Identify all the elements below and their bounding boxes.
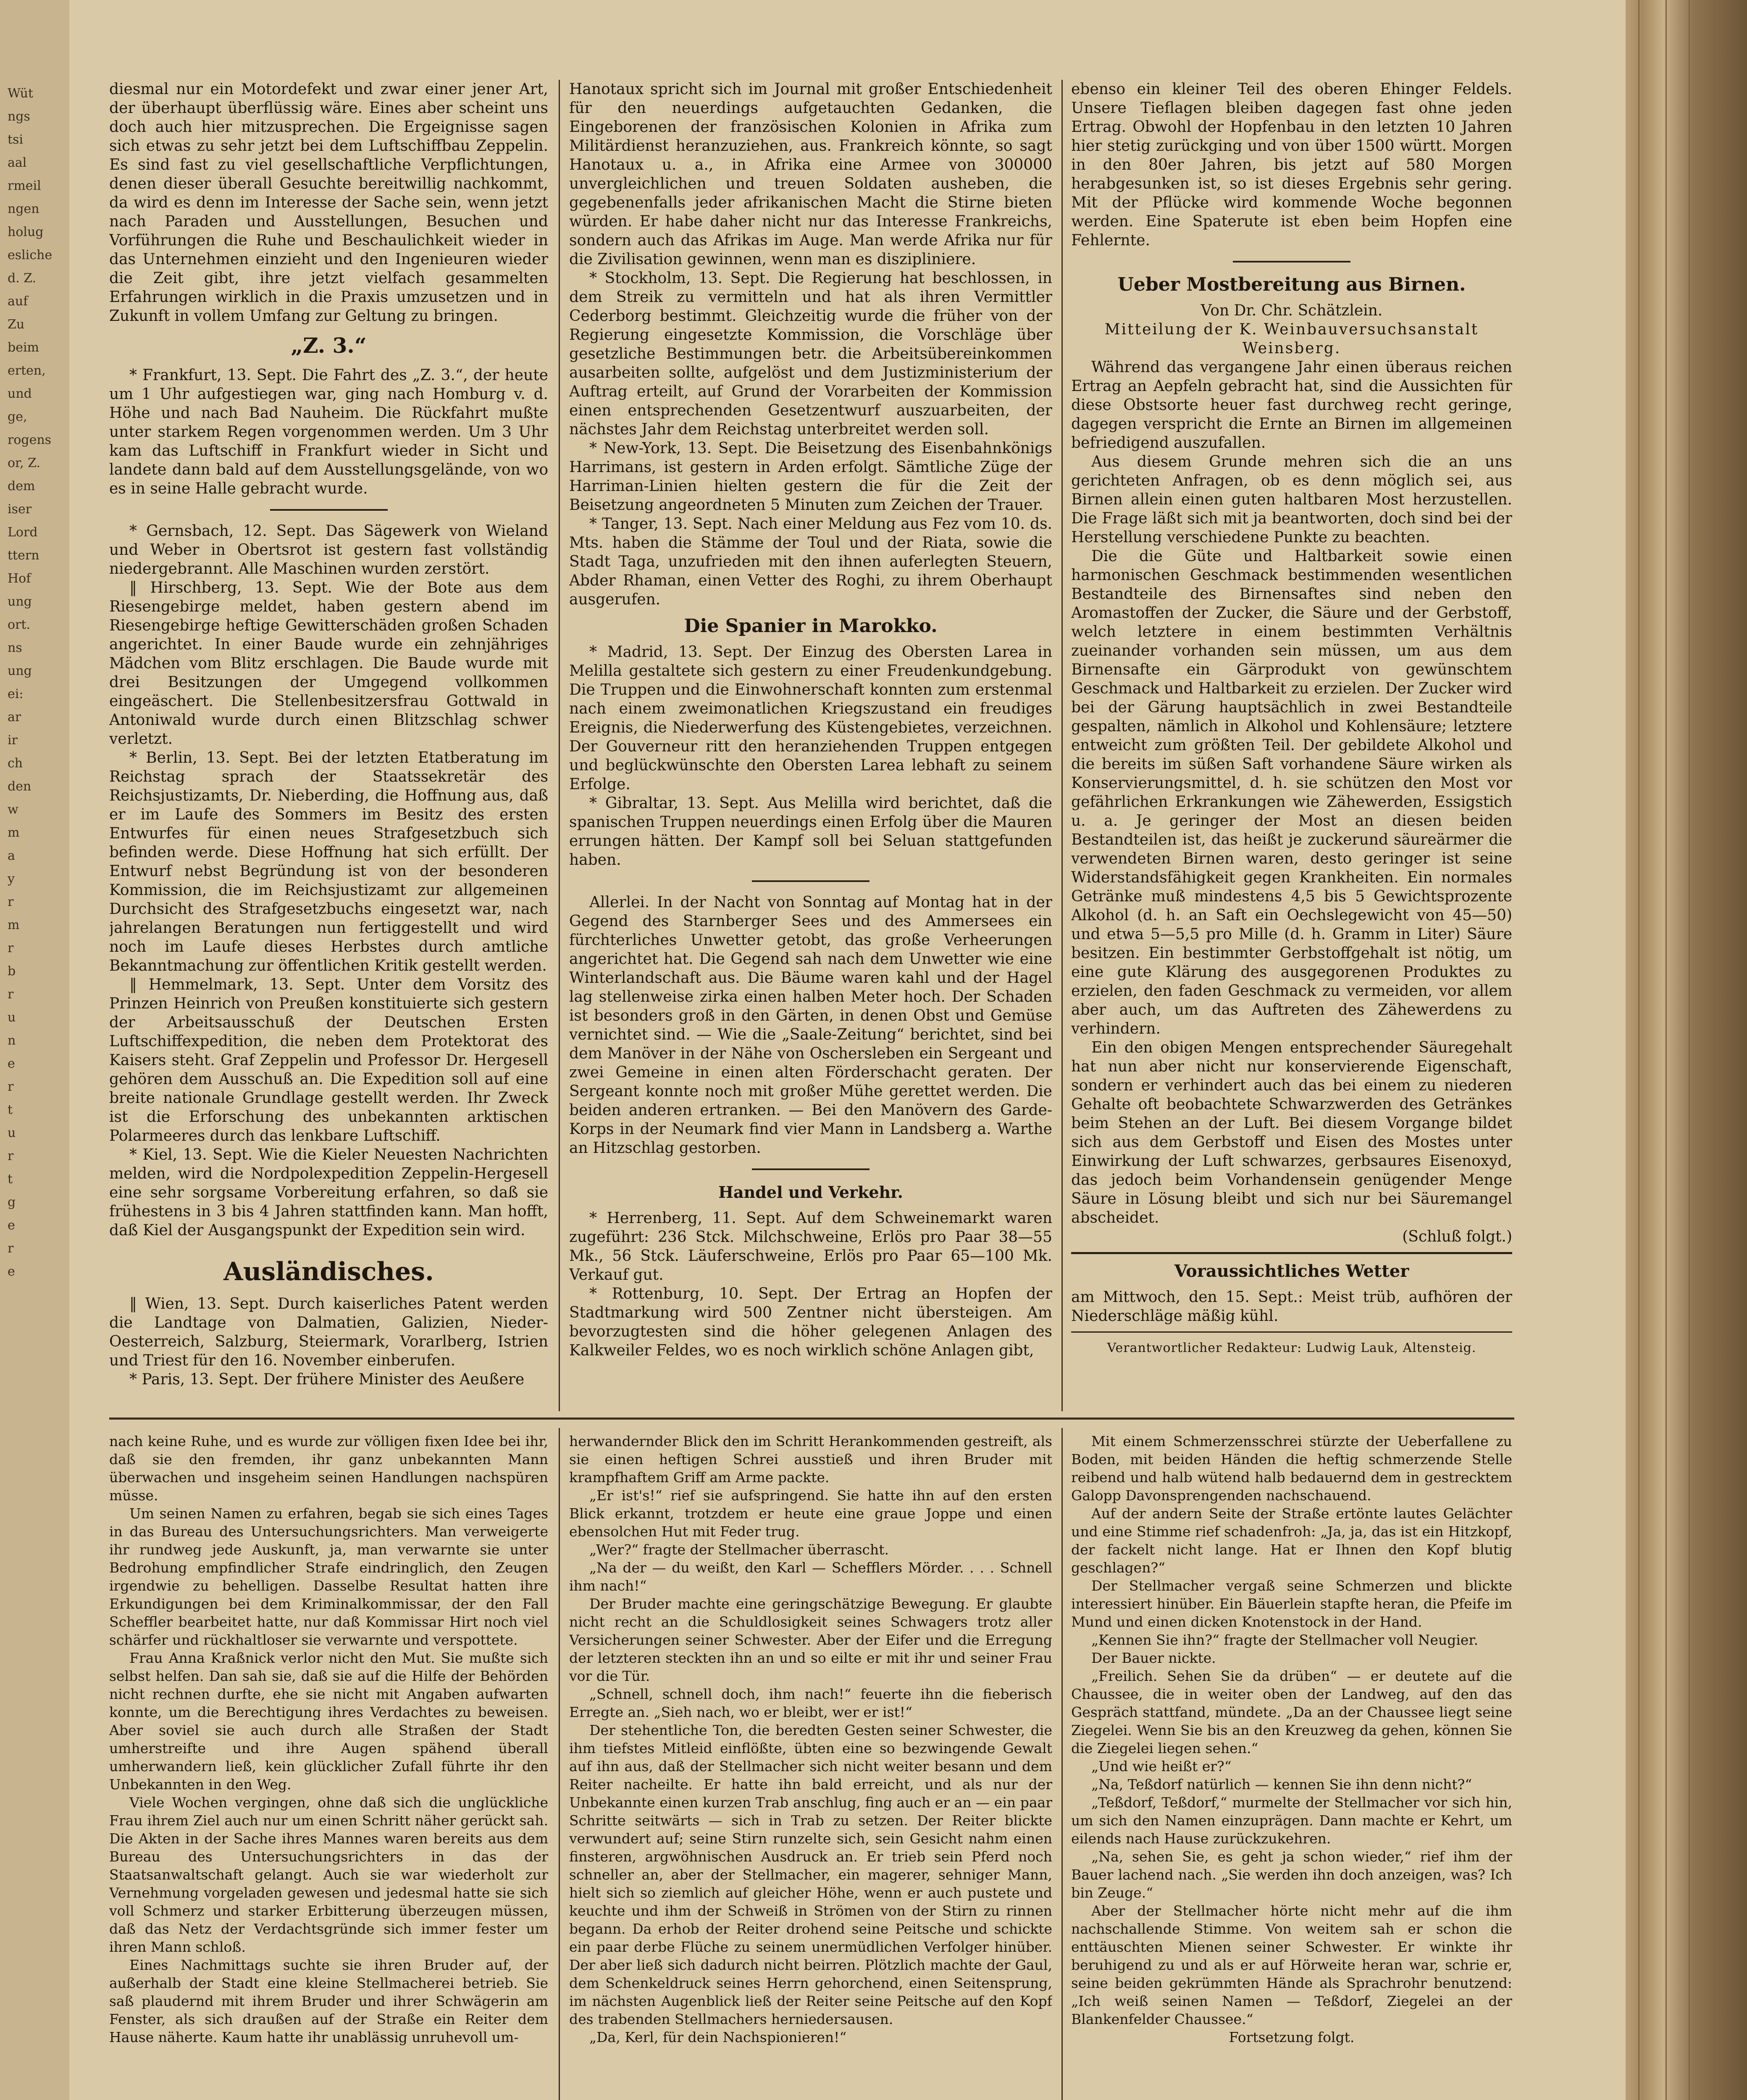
news-rottenburg: * Rottenburg, 10. Sept. Der Ertrag an Hopfen der Stadtmarkung wird 500 Zentner nicht übersteigen. Am bevorzugtesten sind die höher gelegenen Anlagen des Kalkweiler Feldes, wo es noch wirklich schöne Anlagen gibt, <box>569 1285 1052 1359</box>
most-p3: Die die Güte und Haltbarkeit sowie einen harmonischen Geschmack bestimmenden wesentlichen Bestandteile des Birnensaftes sind neben den Aromastoffen der Zucker, die Säure und der Gerbstoff, welch letztere in einem bestimmten Verhältnis zueinander vorhanden sein müssen, um aus dem Birnensafte ein Gärprodukt von gewünschtem Geschmack und Haltbarkeit zu erzielen. Der Zucker wird bei der Gärung hauptsächlich in zwei Bestandteile gespalten, nämlich in Alkohol und Kohlensäure; letztere entweicht zum größten Teil. Der gebildete Alkohol und die bereits im süßen Saft vorhandene Säure wirken als Konservierungsmittel, d. h. sie schützen den Most vor gefährlichen Erkrankungen wie Zähewerden, Essigstich u. a. Je geringer der Most an diesen beiden Bestandteilen ist, das heißt je zuckerund säureärmer die verwendeten Birnen waren, desto geringer ist seine Widerstandsfähigkeit gegen Krankheiten. Ein normales Getränke muß mindestens 4,5 bis 5 Gewichtsprozente Alkohol (d. h. an Saft ein Oechslegewicht von 45—50) und etwa 5—5,5 pro Mille (d. h. Gramm in Liter) Säure besitzen. Ein bestimmter Gerbstoffgehalt ist nötig, um eine gute Klärung des ausgegorenen Produktes zu erzielen, den faden Geschmack zu vermeiden, vor allem aber auch, um das Auftreten des Zähewerdens zu verhindern. <box>1071 548 1512 1037</box>
fragment-word: d. Z. <box>8 271 37 286</box>
separator <box>752 880 870 882</box>
fragment-word: b <box>8 964 16 979</box>
fragment-word: erten, <box>8 363 46 378</box>
top-column-2 <box>569 80 1052 1411</box>
most-p4: Ein den obigen Mengen entsprechender Säuregehalt hat nun aber nicht nur konservierende Eigenschaft, sondern er verhindert auch das bei einem zu niederen Gehalte oft beobachtete Schwarzwerden des Getränkes beim Stehen an der Luft. Bei diesem Vorgange bildet sich aus dem Gerbstoff und Eisen des Mostes unter Einwirkung der Luft schwarzes, gerbsaures Eisenoxyd, das jedoch beim Vorhandensein genügender Menge Säure in Lösung bleibt und sich nur bei Säuremangel abscheidet. <box>1071 1039 1512 1226</box>
news-tanger: * Tanger, 13. Sept. Nach einer Meldung aus Fez vom 10. ds. Mts. haben die Stämme der Toul und der Riata, sowie die Stadt Taga, unzufrieden mit den ihnen auferlegten Steuern, Abder Rhaman, einen Vetter des Roghi, zu ihrem Oberhaupt ausgerufen. <box>569 515 1052 608</box>
fragment-word: a <box>8 848 15 863</box>
subtitle-line: Mitteilung der K. Weinbauversuchsanstalt Weinsberg. <box>1104 321 1479 357</box>
fragment-word: tsi <box>8 132 24 147</box>
news-berlin: * Berlin, 13. Sept. Bei der letzten Etatberatung im Reichstag sprach der Staatssekretär des Reichsjustizamts, Dr. Nieberding, die Hoffnung aus, daß er im Laufe des Sommers im Besitz des ersten Entwurfes für einen neues Strafgesetzbuch sich befinden werde. Diese Hoffnung hat sich erfüllt. Der Entwurf nebst Begründung ist von der besonderen Kommission, die im Reichsjustizamt zur allgemeinen Durchsicht des Strafgesetzbuchs eingesetzt war, nach jahrelangen Beratungen nun fertiggestellt und wird noch im Laufe dieses Herbstes durch amtliche Bekanntmachung zur öffentlichen Kritik gestellt werden. <box>109 749 548 974</box>
bottom-column-1 <box>109 1432 548 2100</box>
fragment-word: ge, <box>8 410 27 424</box>
novel-c2-p2: „Er ist's!“ rief sie aufspringend. Sie hatte ihn auf den ersten Blick erkannt, trotzdem er heute eine graue Joppe und einen ebensolchen Hut mit Feder trug. <box>569 1487 1052 1540</box>
bottom-column-3 <box>1071 1432 1512 2100</box>
fragment-word: rmeil <box>8 178 41 193</box>
novel-c1-p5: Eines Nachmittags suchte sie ihren Bruder auf, der außerhalb der Stadt eine kleine Stellmacherei betrieb. Sie saß plaudernd mit ihrem Bruder und ihrer Schwägerin am Fenster, als sich draußen auf der Straße ein Reiter dem Hause näherte. Kaum hatte ihr unablässig unruhevoll um- <box>109 1957 548 2045</box>
fragment-word: r <box>8 941 14 956</box>
news-gibraltar: * Gibraltar, 13. Sept. Aus Melilla wird berichtet, daß die spanischen Truppen neuerdings einen Erfolg über die Mauren errungen hätten. Der Kampf soll bei Seluan stattgefunden haben. <box>569 795 1052 869</box>
fragment-word: ar <box>8 710 21 724</box>
fragment-word: Wüt <box>8 86 33 101</box>
fragment-word: ei: <box>8 687 24 701</box>
fragment-word: m <box>8 918 20 932</box>
column-rule <box>1061 80 1063 1411</box>
fragment-word: ung <box>8 594 32 609</box>
bottom-column-2 <box>569 1432 1052 2100</box>
novel-c3-p11: Aber der Stellmacher hörte nicht mehr auf die ihm nachschallende Stimme. Von weitem sah er schon die enttäuschten Mienen seiner Schwester. Er winkte ihr beruhigend zu und als er auf Hörweite heran war, schrie er, seine beiden gekrümmten Hände als Sprachrohr benutzend: „Ich weiß seinen Namen — Teßdorf, Ziegelei an der Blankenfelder Chaussee.“ <box>1071 1903 1512 2027</box>
fragment-word: ung <box>8 664 32 678</box>
most-p1: Während das vergangene Jahr einen überaus reichen Ertrag an Aepfeln gebracht hat, sind die Aussichten für diese Obstsorte heuer fast durchweg recht geringe, dagegen verspricht die Ernte an Birnen im allgemeinen befriedigend auszufallen. <box>1071 359 1512 452</box>
column-rule <box>559 80 560 1411</box>
news-newyork: * New-York, 13. Sept. Die Beisetzung des Eisenbahnkönigs Harrimans, ist gestern in Arden erfolgt. Sämtliche Züge der Harriman-Linien hielten gestern die für die Zeit der Beisetzung angeordneten 5 Minuten zum Zeichen der Trauer. <box>569 440 1052 514</box>
fragment-word: ir <box>8 733 18 748</box>
fragment-word: or, Z. <box>8 456 41 470</box>
novel-c2-p1: herwandernder Blick den im Schritt Herankommenden gestreift, als sie einen heftigen Schrei ausstieß und ihren Bruder mit krampfhaftem Griff am Arme packte. <box>569 1433 1052 1486</box>
adjacent-page-fragment <box>0 0 71 2100</box>
author-line: Von Dr. Chr. Schätzlein. <box>1201 302 1383 319</box>
fragment-word: aal <box>8 155 27 170</box>
newspaper-page <box>69 0 1626 2100</box>
separator <box>752 1168 870 1170</box>
fragment-word: u <box>8 1126 16 1140</box>
fragment-word: ort. <box>8 617 30 632</box>
fragment-word: ns <box>8 640 22 655</box>
novel-c3-p4: „Kennen Sie ihn?“ fragte der Stellmacher voll Neugier. <box>1091 1632 1479 1648</box>
novel-c2-p5: Der Bruder machte eine geringschätzige Bewegung. Er glaubte nicht recht an die Schuldlosigkeit seines Schwagers trotz aller Versicherungen seiner Schwester. Aber der Eifer und die Erregung der letzteren steckten ihn an und so eilte er mit ihr und seiner Frau vor die Tür. <box>569 1596 1052 1684</box>
heading-mostbereitung: Ueber Mostbereitung aus Birnen. <box>1117 274 1466 295</box>
fragment-word: Hof <box>8 571 31 586</box>
novel-c2-p7: Der stehentliche Ton, die beredten Gesten seiner Schwester, die ihm tiefstes Mitleid einflößte, übten eine so bezwingende Gewalt auf ihn aus, daß der Stellmacher sich nicht weiter besann und dem Reiter nacheilte. Er hatte ihn bald erreicht, und als nur der Unbekannte einen kurzen Trab anschlug, fing auch er an — ein paar Schritte seitwärts — sich in Trab zu setzen. Der Reiter blickte verwundert auf; seine Stirn runzelte sich, sein Gesicht nahm einen finsteren, argwöhnischen Ausdruck an. Er trieb sein Pferd noch schneller an, aber der Stellmacher, ein magerer, sehniger Mann, hielt sich so ziemlich auf gleicher Höhe, wenn er auch pustete und keuchte und ihm der Schweiß in Strömen von der Stirn zu rinnen begann. Da erhob der Reiter drohend seine Peitsche und schickte ein paar derbe Flüche zu seinem unermüdlichen Verfolger hinüber. Der aber ließ sich dadurch nicht beirren. Plötzlich machte der Gaul, dem Schenkeldruck seines Herrn gehorchend, einen Seitensprung, im nächsten Augenblick ließ der Reiter seine Peitsche auf den Kopf des trabenden Stellmachers herniedersausen. <box>569 1722 1052 2027</box>
heading-handel: Handel und Verkehr. <box>718 1183 903 1202</box>
fragment-word: ch <box>8 756 23 771</box>
wetter-text: am Mittwoch, den 15. Sept.: Meist trüb, aufhören der Niederschläge mäßig kühl. <box>1071 1289 1512 1325</box>
column-rule <box>559 1428 560 2100</box>
news-frankfurt: * Frankfurt, 13. Sept. Die Fahrt des „Z. 3.“, der heute um 1 Uhr aufgestiegen war, ging nach Homburg v. d. Höhe und nach Bad Nauheim. Die Rückfahrt mußte unter starkem Regen vorgenommen werden. Um 3 Uhr kam das Luftschiff in Frankfurt wieder in Sicht und landete dann bald auf dem Ausstellungsgelände, von wo es in seine Halle gebracht wurde. <box>109 367 548 497</box>
news-stockholm: * Stockholm, 13. Sept. Die Regierung hat beschlossen, in dem Streik zu vermitteln und hat als ihren Vermittler Cederborg bestimmt. Gleichzeitig wurde die früher von der Regierung eingesetzte Kommission, die Vorschläge über gesetzliche Bestimmungen betr. die Arbeitsübereinkommen ausarbeiten sollte, aufgelöst und dem Justizministerium der Auftrag erteilt, auf Grund der Vorarbeiten der Kommission einen entsprechenden Gesetzentwurf auszuarbeiten, der nächstes Jahr dem Reichstag unterbreitet werden soll. <box>569 270 1052 438</box>
most-p2: Aus diesem Grunde mehren sich die an uns gerichteten Anfragen, ob es denn möglich sei, aus Birnen allein einen guten haltbaren Most herzustellen. Die Frage läßt sich mit ja beantworten, doch sind bei der Herstellung verschiedene Punkte zu beachten. <box>1071 453 1512 546</box>
novel-c3-p1: Mit einem Schmerzensschrei stürzte der Ueberfallene zu Boden, mit beiden Händen die heftig schmerzende Stelle reibend und halb wütend halb bedauernd dem in gestrecktem Galopp Davonsprengenden nachschauend. <box>1071 1433 1512 1504</box>
novel-c1-p1: nach keine Ruhe, und es wurde zur völligen fixen Idee bei ihr, daß sie den fremden, ihr ganz unbekannten Mann überwachen und insgeheim seinen Handlungen nachspüren müsse. <box>109 1433 548 1504</box>
fragment-word: r <box>8 895 14 909</box>
novel-c3-p3: Der Stellmacher vergaß seine Schmerzen und blickte interessiert hinüber. Ein Bäuerlein stapfte heran, die Pfeife im Mund und einen dicken Knotenstock in der Hand. <box>1071 1578 1512 1630</box>
novel-c3-p8: „Na, Teßdorf natürlich — kennen Sie ihn denn nicht?“ <box>1091 1776 1472 1793</box>
zeppelin-text: diesmal nur ein Motordefekt und zwar einer jener Art, der überhaupt überflüssig wäre. Eines aber scheint uns doch auch hier mitzusprechen. Die Ergeignisse sagen sich etwas zu sehr jetzt bei dem Luftschiffbau Zeppelin. Es sind fast zu viel gesellschaftliche Verpflichtungen, denen dieser überall Gesuchte bereitwillig nachkommt, da wird es denn im Interesse der Sache sein, wenn jetzt nach Paraden und Ausstellungen, Besuchen und Vorführungen die Ruhe und Beschaulichkeit wieder in das Unternehmen einzieht und den Ingenieuren wieder die Zeit gibt, ihre jetzt vielfach gesammelten Erfahrungen wirklich in die Praxis umzusetzen und in Zukunft in vollem Umfang zur Geltung zu bringen. <box>109 81 548 325</box>
fragment-word: w <box>8 802 18 817</box>
heading-auslaendisches: Ausländisches. <box>223 1257 434 1286</box>
news-madrid: * Madrid, 13. Sept. Der Einzug des Obersten Larea in Melilla gestaltete sich gestern zu einer Freudenkundgebung. Die Truppen und die Einwohnerschaft konnten zum erstenmal nach einem zweimonatlichen Kriegszustand ein freudiges Ereignis, die Niederwerfung des Küstengebietes, verzeichnen. Der Gouverneur ritt den heranziehenden Truppen entgegen und beglückwünschte den Obersten Larea lebhaft zu seinem Erfolge. <box>569 643 1052 793</box>
fortsetzung-folgt: Fortsetzung folgt. <box>1229 2029 1355 2045</box>
fragment-word: ngen <box>8 202 39 216</box>
news-paris: * Paris, 13. Sept. Der frühere Minister des Aeußere <box>129 1371 525 1388</box>
fragment-word: den <box>8 779 32 794</box>
fragment-word: e <box>8 1056 15 1071</box>
novel-c2-p6: „Schnell, schnell doch, ihm nach!“ feuerte ihn die fieberisch Erregte an. „Sieh nach, wo er bleibt, wer er ist!“ <box>569 1686 1052 1720</box>
news-herrenberg: * Herrenberg, 11. Sept. Auf dem Schweinemarkt waren zugeführt: 236 Stck. Milchschweine, Erlös pro Paar 38—55 Mk., 56 Stck. Läuferschweine, Erlös pro Paar 65—100 Mk. Verkauf gut. <box>569 1210 1052 1284</box>
fragment-word: u <box>8 1010 16 1025</box>
fragment-word: Zu <box>8 317 25 332</box>
heading-wetter: Voraussichtliches Wetter <box>1174 1261 1409 1281</box>
fragment-word: e <box>8 1264 15 1279</box>
thick-rule <box>1071 1252 1512 1254</box>
schluss-folgt: (Schluß folgt.) <box>1402 1228 1512 1245</box>
novel-c2-p3: „Wer?“ fragte der Stellmacher überrascht. <box>589 1541 889 1558</box>
fragment-word: r <box>8 1079 14 1094</box>
news-kiel: * Kiel, 13. Sept. Wie die Kieler Neuesten Nachrichten melden, wird die Nordpolexpedition Zeppelin-Hergesell eine sehr sorgsame Vorbereitung erfahren, so daß sie frühestens in 3 bis 4 Jahren stattfinden kann. Man hofft, daß Kiel der Ausgangspunkt der Expedition sein wird. <box>109 1146 548 1239</box>
news-hemmelmark: ‖ Hemmelmark, 13. Sept. Unter dem Vorsitz des Prinzen Heinrich von Preußen konstituierte sich gestern der Arbeitsausschuß der Deutschen Ersten Luftschiffexpedition, die neben dem Protektorat des Kaisers steht. Graf Zeppelin und Professor Dr. Hergesell gehören dem Ausschuß an. Die Expedition soll auf eine breite nationale Grundlage gestellt werden. Ihr Zweck ist die Erforschung des unbekannten arktischen Polarmeeres durch das lenkbare Luftschiff. <box>109 976 548 1144</box>
news-allerlei: Allerlei. In der Nacht von Sonntag auf Montag hat in der Gegend des Starnberger Sees und des Ammersees ein fürchterliches Unwetter getobt, das große Verheerungen angerichtet hat. Die Gegend sah nach dem Unwetter wie eine Winterlandschaft aus. Die Bäume waren kahl und der Hagel lag stellenweise zirka einen halben Meter hoch. Der Schaden ist besonders groß in den Gärten, in denen Obst und Gemüse vernichtet sind. — Wie die „Saale-Zeitung“ berichtet, sind bei dem Manöver in der Nähe von Oschersleben ein Sergeant und zwei Gemeine in einen alten Förderschacht geraten. Der Sergeant konnte noch mit großer Mühe gerettet werden. Die beiden anderen ertranken. — Bei den Manövern des Garde-Korps in der Neumark find vier Mann in Landsberg a. Warthe an Hitzschlag gestorben. <box>569 894 1052 1157</box>
fragment-word: t <box>8 1102 13 1117</box>
fragment-word: e <box>8 1218 15 1233</box>
news-wien: ‖ Wien, 13. Sept. Durch kaiserliches Patent werden die Landtage von Dalmatien, Galizien, Nieder-Oesterreich, Salzburg, Steiermark, Vorarlberg, Istrien und Triest für den 16. November einberufen. <box>109 1295 548 1369</box>
novel-c3-p5: Der Bauer nickte. <box>1091 1650 1216 1666</box>
fragment-word: dem <box>8 479 35 494</box>
fragment-word: m <box>8 825 20 840</box>
hanotaux-text: Hanotaux spricht sich im Journal mit großer Entschiedenheit für den neuerdings aufgetauchten Gedanken, die Eingeborenen der französischen Kolonien in Afrika zum Militärdienst heranzuziehen, aus. Frankreich könnte, so sagt Hanotaux u. a., in Afrika eine Armee von 300000 unvergleichlichen und treuen Soldaten ausheben, die gegebenenfalls jeder afrikanischen Macht die Stirne bieten würden. Er habe daher nicht nur das Interesse Frankreichs, sondern auch das Afrikas im Auge. Man werde Afrika nur für die Zivilisation gewinnen, wenn man es diszipliniere. <box>569 81 1052 268</box>
separator <box>1233 261 1350 262</box>
heading-spanier: Die Spanier in Marokko. <box>684 615 938 637</box>
heading-z3: „Z. 3.“ <box>291 333 367 358</box>
novel-c1-p3: Frau Anna Kraßnick verlor nicht den Mut. Sie mußte sich selbst helfen. Dan sah sie, daß sie auf die Hilfe der Behörden nicht rechnen durfte, ehe sie nicht mit Angaben aufwarten konnte, um die Berechtigung ihres Verdachtes zu beweisen. Aber soviel sie auch durch alle Straßen der Stadt umherstreifte und ihre Augen spähend überall umherwandern ließ, kein glücklicher Zufall führte ihr den Unbekannten in den Weg. <box>109 1650 548 1793</box>
fragment-word: y <box>8 872 15 886</box>
novel-c3-p9: „Teßdorf, Teßdorf,“ murmelte der Stellmacher vor sich hin, um sich den Namen einzuprägen. Dann machte er Kehrt, um eilends nach Hause zurückzukehren. <box>1071 1794 1512 1847</box>
redakteur-line: Verantwortlicher Redakteur: Ludwig Lauk, Altensteig. <box>1107 1341 1476 1355</box>
novel-c3-p2: Auf der andern Seite der Straße ertönte lautes Gelächter und eine Stimme rief schadenfroh: „Ja, ja, das ist ein Hitzkopf, der fackelt nicht lange. Hat er Ihnen den Kopf blutig geschlagen?“ <box>1071 1505 1512 1576</box>
fragment-word: beim <box>8 340 39 355</box>
novel-c3-p7: „Und wie heißt er?“ <box>1091 1758 1232 1774</box>
fragment-word: iser <box>8 502 32 517</box>
novel-c3-p10: „Na, sehen Sie, es geht ja schon wieder,“ rief ihm der Bauer lachend nach. „Sie werden ihn doch anzeigen, was? Ich bin Zeuge.“ <box>1071 1848 1512 1901</box>
fragment-word: esliche <box>8 248 53 262</box>
thick-rule <box>1071 1331 1512 1333</box>
novel-c3-p6: „Freilich. Sehen Sie da drüben“ — er deutete auf die Chaussee, die in weiter oben der Landweg, auf den das Gespräch stattfand, mündete. „Da an der Chaussee liegt seine Ziegelei. Wenn Sie bis an den Kreuzweg da gehen, können Sie die Ziegelei liegen sehen.“ <box>1071 1668 1512 1756</box>
fragment-word: r <box>8 1241 14 1256</box>
section-divider <box>109 1418 1514 1420</box>
fragment-word: ngs <box>8 109 30 124</box>
top-column-3 <box>1071 80 1512 1403</box>
fragment-word: und <box>8 386 32 401</box>
fragment-word: Lord <box>8 525 38 540</box>
fragment-word: g <box>8 1195 16 1210</box>
book-binding-edge <box>1626 0 1747 2100</box>
separator <box>270 509 388 511</box>
hopfen-text: ebenso ein kleiner Teil des oberen Ehinger Feldels. Unsere Tieflagen bleiben dagegen fast ohne jeden Ertrag. Obwohl der Hopfenbau in den letzten 10 Jahren hier stetig zurückging und von über 1500 württ. Morgen in den 80er Jahren, bis jetzt auf 580 Morgen herabgesunken ist, so ist dieses Ergebnis sehr gering. Mit der Pflücke wird kommende Woche begonnen werden. Eine Spaterute ist eben beim Hopfen eine Fehlernte. <box>1071 81 1512 249</box>
fragment-word: auf <box>8 294 28 309</box>
fragment-word: r <box>8 987 14 1002</box>
fragment-word: ttern <box>8 548 39 563</box>
novel-c1-p4: Viele Wochen vergingen, ohne daß sich die unglückliche Frau ihrem Ziel auch nur um einen Schritt näher gerückt sah. Die Akten in der Sache ihres Mannes waren bereits aus dem Bureau des Untersuchungsrichters in das der Staatsanwaltschaft gelangt. Auch sie war wiederholt zur Vernehmung vorgeladen gewesen und jedesmal hatte sie sich voll Schmerz und starker Erbitterung überzeugen müssen, daß das Netz der Verdachtsgründe sich immer fester um ihren Mann schloß. <box>109 1794 548 1955</box>
novel-c2-p4: „Na der — du weißt, den Karl — Schefflers Mörder. . . . Schnell ihm nach!“ <box>569 1559 1052 1594</box>
fragment-word: r <box>8 1149 14 1163</box>
fragment-word: n <box>8 1033 16 1048</box>
fragment-word: holug <box>8 225 44 239</box>
top-column-1 <box>109 80 548 1407</box>
fragment-word: rogens <box>8 433 52 447</box>
novel-c2-p8: „Da, Kerl, für dein Nachspionieren!“ <box>589 2029 847 2045</box>
news-gernsbach: * Gernsbach, 12. Sept. Das Sägewerk von Wieland und Weber in Obertsrot ist gestern fast vollständig niedergebrannt. Alle Maschinen wurden zerstört. <box>109 522 548 578</box>
fragment-word: t <box>8 1172 13 1186</box>
novel-c1-p2: Um seinen Namen zu erfahren, begab sie sich eines Tages in das Bureau des Untersuchungsrichters. Man verweigerte ihr rundweg jede Auskunft, ja, man verwarnte sie unter Bedrohung empfindlicher Strafe eindringlich, den Zeugen irgendwie zu behelligen. Dasselbe Resultat hatten ihre Erkundigungen bei dem Kriminalkommissar, der den Fall Scheffler bearbeitet hatte, nur daß Kommissar Hirt noch viel schärfer und rückhaltloser sie verwarnte und verspottete. <box>109 1505 548 1648</box>
news-hirschberg: ‖ Hirschberg, 13. Sept. Wie der Bote aus dem Riesengebirge meldet, haben gestern abend im Riesengebirge heftige Gewitterschäden großen Schaden angerichtet. In einer Baude wurde ein zehnjähriges Mädchen vom Blitz erschlagen. Die Baude wurde mit drei Besitzungen der Umgegend vollkommen eingeäschert. Die Stellenbesitzersfrau Gottwald in Antoniwald wurde durch einen Blitzschlag schwer verletzt. <box>109 579 548 748</box>
column-rule <box>1061 1428 1063 2100</box>
